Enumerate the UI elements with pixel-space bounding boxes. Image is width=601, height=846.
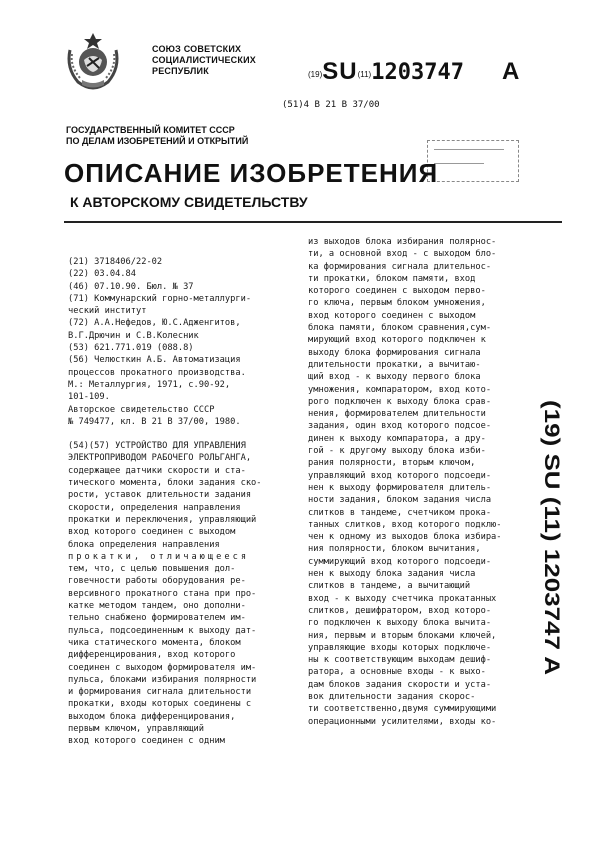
abstract-line: говечности работы оборудования ре-: [68, 576, 246, 587]
abstract-line: щий вход - к выходу первого блока: [308, 372, 481, 383]
abstract-line: го ключа, первым блоком умножения,: [308, 298, 486, 309]
biblio-line: М.: Металлургия, 1971, с.90-92,: [68, 379, 231, 390]
committee-line: ПО ДЕЛАМ ИЗОБРЕТЕНИЙ И ОТКРЫТИЙ: [66, 136, 249, 146]
abstract-line: пульса, подсоединенным к выходу дат-: [68, 625, 257, 636]
abstract-line: рого подключен к выходу блока срав-: [308, 396, 492, 407]
abstract-line: длительности прокатки, а вычитаю-: [308, 359, 481, 370]
abstract-line: тельно снабжено формирователем им-: [68, 613, 246, 624]
biblio-line: (71) Коммунарский горно-металлурги-: [68, 293, 252, 304]
patent-kind: A: [501, 58, 520, 85]
abstract-line: управляющие входы которых подключе-: [308, 642, 492, 653]
biblio-line: № 749477, кл. В 21 В 37/00, 1980.: [68, 416, 241, 427]
library-stamp: [427, 140, 519, 182]
abstract-line: вход которого соединен с выходом: [308, 310, 476, 321]
document-subtitle: К АВТОРСКОМУ СВИДЕТЕЛЬСТВУ: [70, 194, 308, 210]
abstract-line: го подключен к выходу блока вычита-: [308, 618, 492, 629]
abstract-line: динен к выходу компаратора, а дру-: [308, 433, 486, 444]
org-line: СОЦИАЛИСТИЧЕСКИХ: [152, 55, 256, 65]
abstract-head-line: прокатки и переключения, управляющий: [68, 514, 257, 525]
abstract-line: ти соответственно,двумя суммирующими: [308, 704, 497, 715]
abstract-head-line: вход которого соединен с выходом: [68, 527, 236, 538]
abstract-line: операционными усилителями, входы ко-: [308, 716, 497, 727]
biblio-line: (22) 03.04.84: [68, 269, 136, 280]
abstract-line: управляющий вход которого подсоеди-: [308, 470, 492, 481]
abstract-line: чика статического момента, блоком: [68, 637, 241, 648]
abstract-line: дифференцирования, вход которого: [68, 650, 236, 661]
abstract-line: которого соединен с выходом перво-: [308, 286, 486, 297]
abstract-line: слитков, дешифратором, вход которо-: [308, 605, 492, 616]
abstract-line: вок длительности задания скорос-: [308, 691, 476, 702]
abstract-head-line: ЭЛЕКТРОПРИВОДОМ РАБОЧЕГО РОЛЬГАНГА,: [68, 453, 252, 464]
abstract-head-line: (54)(57) УСТРОЙСТВО ДЛЯ УПРАВЛЕНИЯ: [68, 441, 246, 452]
abstract-head-line: тического момента, блоки задания ско-: [68, 478, 262, 489]
biblio-line: (56) Челюсткин А.Б. Автоматизация: [68, 355, 241, 366]
abstract-line: выходу блока формирования сигнала: [308, 347, 481, 358]
code-11: (11): [357, 70, 372, 79]
abstract-line: чен к одному из выходов блока избира-: [308, 532, 502, 543]
abstract-line: суммирующий вход которого подсоеди-: [308, 556, 492, 567]
abstract-head-line: прокатки, отличающееся: [68, 551, 250, 562]
abstract-line: нен к выходу блока задания числа: [308, 569, 476, 580]
abstract-head-line: рости, уставок длительности задания: [68, 490, 252, 501]
biblio-line: (46) 07.10.90. Бюл. № 37: [68, 281, 194, 292]
abstract-line: ны к соответствующим выходам дешиф-: [308, 655, 492, 666]
abstract-line: слитков в тандеме, а вычитающий: [308, 581, 471, 592]
abstract-line: нен к выходу формирователя длитель-: [308, 482, 492, 493]
org-line: РЕСПУБЛИК: [152, 66, 209, 76]
country-code: SU: [322, 58, 358, 85]
abstract-line: ния полярности, блоком вычитания,: [308, 544, 481, 555]
abstract-line: ния, первым и вторым блоками ключей,: [308, 630, 497, 641]
side-patent-code: [535, 400, 561, 680]
abstract-line: прокатки, входы которых соединены с: [68, 699, 252, 710]
org-line: СОЮЗ СОВЕТСКИХ: [152, 44, 242, 54]
biblio-line: 101-109.: [68, 392, 110, 403]
abstract-line: слитков в тандеме, счетчиком прока-: [308, 507, 492, 518]
abstract-line: катке методом тандем, оно дополни-: [68, 601, 246, 612]
biblio-line: ческий институт: [68, 306, 147, 317]
abstract-line: танных слитков, вход которого подклю-: [308, 519, 502, 530]
abstract-line: версивного прокатного стана при про-: [68, 588, 257, 599]
abstract-head-line: скорости, определения направления: [68, 502, 241, 513]
abstract-line: дам блоков задания скорости и уста-: [308, 679, 492, 690]
abstract-line: гой - к другому выходу блока изби-: [308, 446, 486, 457]
abstract-line: задания, один вход которого подсое-: [308, 421, 492, 432]
biblio-line: процессов прокатного производства.: [68, 367, 246, 378]
abstract-line: умножения, компаратором, вход кото-: [308, 384, 492, 395]
right-column: [308, 236, 526, 728]
committee-line: ГОСУДАРСТВЕННЫЙ КОМИТЕТ СССР: [66, 125, 235, 135]
biblio-line: В.Г.Дрючин и С.В.Колесник: [68, 330, 199, 341]
biblio-line: (21) 3718406/22-02: [68, 257, 163, 267]
patent-number-line: [308, 58, 519, 86]
abstract-line: ности задания, блоком задания числа: [308, 495, 492, 506]
abstract-line: нения, формирователем длительности: [308, 409, 486, 420]
abstract-line: выходом блока дифференцирования,: [68, 711, 236, 722]
abstract-line: мирующий вход которого подключен к: [308, 335, 486, 346]
abstract-line: тем, что, с целью повышения дол-: [68, 564, 236, 575]
biblio-line: Авторское свидетельство СССР: [68, 404, 215, 415]
issuing-state: [152, 44, 256, 77]
abstract-line: и формирования сигнала длительности: [68, 687, 252, 698]
committee: [66, 125, 248, 147]
code-19: (19): [308, 70, 323, 79]
biblio-line: (53) 621.771.019 (088.8): [68, 343, 194, 354]
abstract-line: ти, а основной вход - с выходом бло-: [308, 249, 497, 260]
abstract-line: блока памяти, блоком сравнения,сум-: [308, 323, 492, 334]
header-rule: [64, 221, 562, 223]
ipc-classification: (51)4 В 21 В 37/00: [282, 100, 380, 110]
document-title: ОПИСАНИЕ ИЗОБРЕТЕНИЯ: [64, 158, 439, 188]
abstract-line: из выходов блока избирания полярнос-: [308, 237, 497, 247]
abstract-line: вход - к выходу счетчика прокатанных: [308, 593, 497, 604]
abstract-line: ти прокатки, блоком памяти, вход: [308, 273, 476, 284]
ussr-coat-of-arms-icon: [62, 30, 124, 92]
abstract-line: ка формирования сигнала длительнос-: [308, 261, 492, 272]
abstract-line: вход которого соединен с одним: [68, 736, 225, 747]
side-code-text: (19) SU (11) 1203747 A: [540, 400, 561, 623]
abstract-line: ратора, а основные входы - к выхо-: [308, 667, 486, 678]
abstract-line: первым ключом, управляющий: [68, 723, 204, 734]
abstract-head-line: содержащее датчики скорости и ста-: [68, 465, 246, 476]
patent-number: 1203747: [371, 60, 464, 85]
abstract-line: соединен с выходом формирователя им-: [68, 662, 257, 673]
biblio-line: (72) А.А.Нефедов, Ю.С.Адженгитов,: [68, 318, 241, 329]
abstract-line: рания полярности, вторым ключом,: [308, 458, 476, 469]
abstract-line: пульса, блоками избирания полярности: [68, 674, 257, 685]
abstract-head-line: блока определения направления: [68, 539, 220, 550]
left-column: [68, 256, 293, 748]
